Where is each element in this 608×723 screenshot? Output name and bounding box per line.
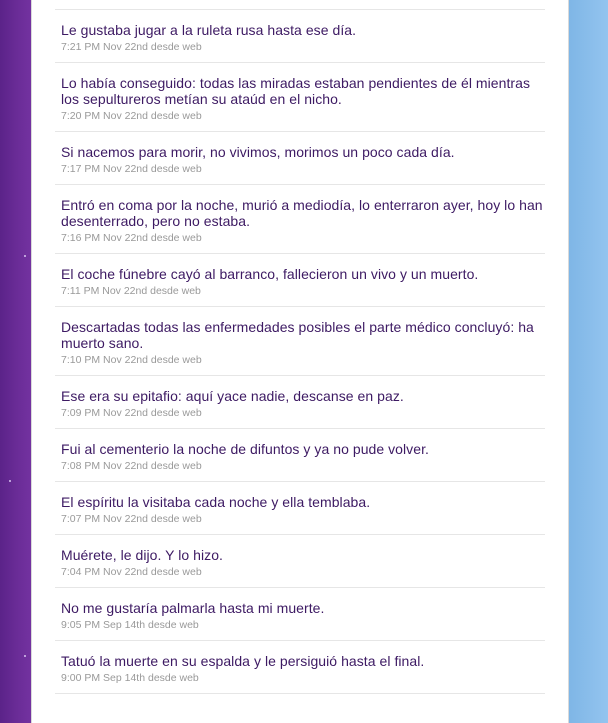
- tweet-item: [55, 10, 545, 63]
- tweet-item: [55, 307, 545, 376]
- tweet-text: Lo había conseguido: todas las miradas estaban pendientes de él mientras los sepultureros metían su ataúd en el nicho.: [61, 75, 531, 107]
- tweet-item: [55, 63, 545, 132]
- tweet-timestamp[interactable]: 7:09 PM Nov 22nd desde web: [61, 407, 202, 419]
- left-background: [0, 0, 31, 723]
- tweet-item: [55, 376, 545, 429]
- tweet-timestamp[interactable]: 7:10 PM Nov 22nd desde web: [61, 354, 202, 366]
- tweet-text: Muérete, le dijo. Y lo hizo.: [61, 547, 223, 563]
- tweet-text: Tatuó la muerte en su espalda y le persiguió hasta el final.: [61, 653, 425, 669]
- tweet-item: [55, 535, 545, 588]
- tweet-timestamp[interactable]: 9:00 PM Sep 14th desde web: [61, 672, 199, 684]
- tweet-text: El coche fúnebre cayó al barranco, fallecieron un vivo y un muerto.: [61, 266, 479, 282]
- tweet-text: No me gustaría palmarla hasta mi muerte.: [61, 600, 325, 616]
- tweet-text: Le gustaba jugar a la ruleta rusa hasta ese día.: [61, 22, 357, 38]
- tweet-item: [55, 482, 545, 535]
- tweet-text: Fui al cementerio la noche de difuntos y ya no pude volver.: [61, 441, 429, 457]
- tweet-text: El espíritu la visitaba cada noche y ella temblaba.: [61, 494, 371, 510]
- tweet-timeline: [55, 9, 545, 694]
- tweet-item: [55, 185, 545, 254]
- timeline-panel: [31, 0, 569, 723]
- tweet-text: Descartadas todas las enfermedades posibles el parte médico concluyó: ha muerto sano.: [61, 319, 534, 351]
- tweet-timestamp[interactable]: 7:07 PM Nov 22nd desde web: [61, 513, 202, 525]
- tweet-timestamp[interactable]: 7:20 PM Nov 22nd desde web: [61, 110, 202, 122]
- tweet-timestamp[interactable]: 9:05 PM Sep 14th desde web: [61, 619, 199, 631]
- tweet-timestamp[interactable]: 7:17 PM Nov 22nd desde web: [61, 163, 202, 175]
- tweet-timestamp[interactable]: 7:21 PM Nov 22nd desde web: [61, 41, 202, 53]
- tweet-text: Ese era su epitafio: aquí yace nadie, descanse en paz.: [61, 388, 404, 404]
- sparkle-decoration: [9, 480, 11, 482]
- tweet-item: [55, 132, 545, 185]
- tweet-timestamp[interactable]: 7:08 PM Nov 22nd desde web: [61, 460, 202, 472]
- tweet-text: Entró en coma por la noche, murió a mediodía, lo enterraron ayer, hoy lo han desenterrado, pero no estaba.: [61, 197, 543, 229]
- right-background: [569, 0, 608, 723]
- sparkle-decoration: [24, 655, 26, 657]
- tweet-item: [55, 588, 545, 641]
- tweet-timestamp[interactable]: 7:04 PM Nov 22nd desde web: [61, 566, 202, 578]
- tweet-item: [55, 429, 545, 482]
- sparkle-decoration: [24, 255, 26, 257]
- tweet-timestamp[interactable]: 7:16 PM Nov 22nd desde web: [61, 232, 202, 244]
- tweet-timestamp[interactable]: 7:11 PM Nov 22nd desde web: [61, 285, 201, 297]
- tweet-item: [55, 641, 545, 694]
- tweet-text: Si nacemos para morir, no vivimos, morimos un poco cada día.: [61, 144, 455, 160]
- tweet-item: [55, 254, 545, 307]
